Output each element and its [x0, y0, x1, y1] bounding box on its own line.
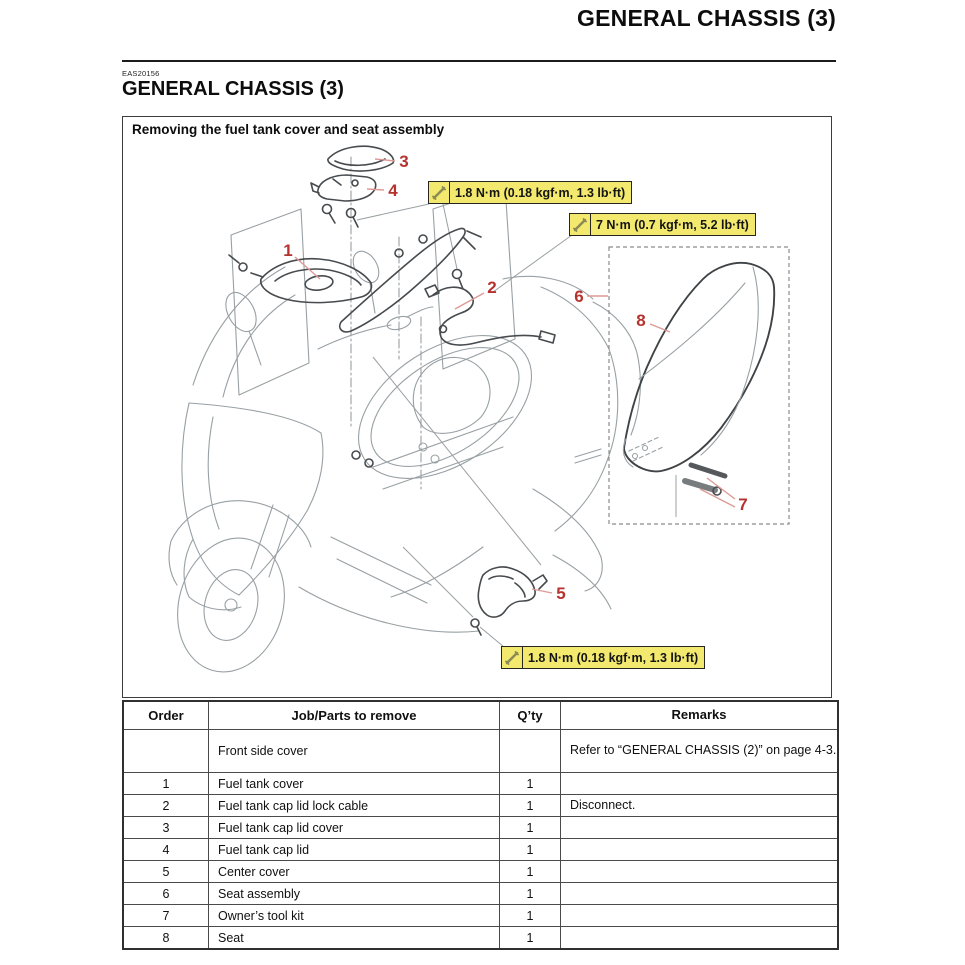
- part-label-1: 1: [283, 241, 293, 260]
- order-cell: 3: [123, 817, 209, 839]
- figure-caption: Removing the fuel tank cover and seat assembly: [132, 122, 445, 137]
- remarks-cell: [561, 905, 839, 927]
- order-cell: 6: [123, 883, 209, 905]
- qty-cell: [500, 730, 561, 773]
- remarks-cell: [561, 817, 839, 839]
- table-row: [123, 927, 838, 950]
- part-3-fuel-tank-cap-lid-cover: [328, 146, 394, 171]
- qty-cell: 1: [500, 905, 561, 927]
- scooter-line-art: [162, 247, 640, 685]
- part-label-5: 5: [556, 584, 566, 603]
- qty-cell: 1: [500, 817, 561, 839]
- parts-table: [122, 700, 839, 950]
- job-cell: Front side cover: [209, 730, 500, 773]
- order-cell: 5: [123, 861, 209, 883]
- job-cell: Center cover: [209, 861, 500, 883]
- qty-cell: 1: [500, 795, 561, 817]
- table-row: [123, 730, 838, 773]
- order-cell: 1: [123, 773, 209, 795]
- qty-cell: 1: [500, 773, 561, 795]
- table-row: [123, 839, 838, 861]
- part-label-4: 4: [388, 181, 398, 200]
- remarks-cell: Disconnect.: [561, 795, 839, 817]
- part-label-7: 7: [738, 495, 748, 514]
- part-5-center-cover: [471, 567, 547, 635]
- section-title: GENERAL CHASSIS (3): [122, 78, 344, 100]
- job-cell: Fuel tank cap lid cover: [209, 817, 500, 839]
- table-row: [123, 795, 838, 817]
- eas-code: EAS20156: [122, 69, 160, 78]
- part-label-2: 2: [487, 278, 497, 297]
- table-row: [123, 861, 838, 883]
- part-7-owners-tool-kit: [685, 465, 725, 495]
- remarks-cell: [561, 773, 839, 795]
- job-cell: Fuel tank cap lid: [209, 839, 500, 861]
- job-cell: Seat: [209, 927, 500, 950]
- fuel-tank-cover-stay: [340, 228, 481, 331]
- table-row: [123, 883, 838, 905]
- page-header-title: GENERAL CHASSIS (3): [577, 5, 836, 31]
- col-header-qty: Q’ty: [500, 701, 561, 730]
- remarks-cell: [561, 861, 839, 883]
- table-row: [123, 773, 838, 795]
- order-cell: 8: [123, 927, 209, 950]
- torque-callout-3: [501, 646, 705, 669]
- table-row: [123, 817, 838, 839]
- qty-cell: 1: [500, 927, 561, 950]
- order-cell: [123, 730, 209, 773]
- part-8-seat: [623, 263, 774, 472]
- remarks-cell: [561, 839, 839, 861]
- qty-cell: 1: [500, 839, 561, 861]
- order-cell: 4: [123, 839, 209, 861]
- part-label-3: 3: [399, 152, 409, 171]
- part-4-fuel-tank-cap-lid: [311, 175, 376, 227]
- table-header-row: [123, 701, 838, 730]
- job-cell: Seat assembly: [209, 883, 500, 905]
- order-cell: 2: [123, 795, 209, 817]
- torque-callout-1: [428, 181, 632, 204]
- col-header-job: Job/Parts to remove: [209, 701, 500, 730]
- torque-callout-2: [569, 213, 756, 236]
- torque-value: 1.8 N·m (0.18 kgf·m, 1.3 lb·ft): [528, 650, 699, 665]
- header-rule: [122, 60, 836, 62]
- torque-wrench-icon: [429, 182, 450, 203]
- part-label-6: 6: [574, 287, 584, 306]
- order-cell: 7: [123, 905, 209, 927]
- job-cell: Owner’s tool kit: [209, 905, 500, 927]
- col-header-order: Order: [123, 701, 209, 730]
- job-cell: Fuel tank cap lid lock cable: [209, 795, 500, 817]
- torque-value: 7 N·m (0.7 kgf·m, 5.2 lb·ft): [596, 217, 749, 232]
- torque-value: 1.8 N·m (0.18 kgf·m, 1.3 lb·ft): [455, 185, 626, 200]
- part-label-8: 8: [636, 311, 646, 330]
- figure-box: [122, 116, 832, 698]
- torque-wrench-icon: [502, 647, 523, 668]
- table-row: [123, 905, 838, 927]
- col-header-remarks: Remarks: [561, 701, 839, 730]
- qty-cell: 1: [500, 883, 561, 905]
- torque-wrench-icon: [570, 214, 591, 235]
- job-cell: Fuel tank cover: [209, 773, 500, 795]
- remarks-cell: [561, 883, 839, 905]
- remarks-cell: [561, 927, 839, 950]
- remarks-cell: Refer to “GENERAL CHASSIS (2)” on page 4-3.: [561, 730, 839, 773]
- qty-cell: 1: [500, 861, 561, 883]
